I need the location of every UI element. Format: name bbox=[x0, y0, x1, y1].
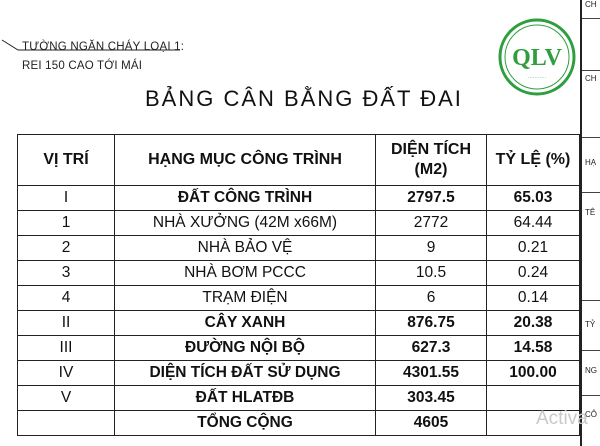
activation-watermark: Activa bbox=[536, 408, 588, 429]
cell-position: 4 bbox=[18, 286, 115, 311]
cell-position: IV bbox=[18, 361, 115, 386]
cell-position: II bbox=[18, 311, 115, 336]
cell-ratio: 20.38 bbox=[487, 311, 580, 336]
table-row bbox=[18, 236, 580, 261]
cell-area: 2797.5 bbox=[376, 186, 487, 211]
page-title: BẢNG CÂN BẰNG ĐẤT ĐAI bbox=[145, 86, 463, 111]
cell-item: DIỆN TÍCH ĐẤT SỬ DỤNG bbox=[115, 361, 376, 386]
cell-area: 9 bbox=[376, 236, 487, 261]
table-row bbox=[18, 311, 580, 336]
firewall-note-line2: REI 150 CAO TỚI MÁI bbox=[22, 60, 143, 72]
cell-item: ĐẤT CÔNG TRÌNH bbox=[115, 186, 376, 211]
header-item: HẠNG MỤC CÔNG TRÌNH bbox=[115, 135, 376, 186]
cell-item: TRẠM ĐIỆN bbox=[115, 286, 376, 311]
svg-text:···········: ··········· bbox=[527, 75, 547, 81]
cell-area: 876.75 bbox=[376, 311, 487, 336]
table-row bbox=[18, 186, 580, 211]
cell-item: NHÀ BƠM PCCC bbox=[115, 261, 376, 286]
side-label: TÊ bbox=[585, 208, 596, 217]
side-label: HẠ bbox=[585, 158, 597, 167]
cell-ratio: 0.21 bbox=[487, 236, 580, 261]
cell-item: NHÀ XƯỞNG (42M x66M) bbox=[115, 211, 376, 236]
firewall-note-line1: TƯỜNG NGĂN CHÁY LOẠI 1: bbox=[22, 41, 185, 53]
cell-position bbox=[18, 411, 115, 436]
table-row bbox=[18, 211, 580, 236]
svg-text:QLV: QLV bbox=[512, 45, 562, 71]
title-block-strip bbox=[580, 0, 600, 446]
cell-position: 3 bbox=[18, 261, 115, 286]
cell-item: ĐẤT HLATĐB bbox=[115, 386, 376, 411]
cell-item: TỔNG CỘNG bbox=[115, 411, 376, 436]
side-label: CÔ bbox=[585, 410, 597, 419]
cell-ratio: 65.03 bbox=[487, 186, 580, 211]
table-row bbox=[18, 386, 580, 411]
table-row bbox=[18, 336, 580, 361]
header-position: VỊ TRÍ bbox=[18, 135, 115, 186]
cell-position: V bbox=[18, 386, 115, 411]
cell-area: 10.5 bbox=[376, 261, 487, 286]
table-row bbox=[18, 261, 580, 286]
side-label: CH bbox=[585, 74, 597, 83]
side-label: TỶ bbox=[585, 320, 596, 329]
cell-ratio: 0.24 bbox=[487, 261, 580, 286]
side-label: NG bbox=[585, 366, 597, 375]
cell-position: I bbox=[18, 186, 115, 211]
header-area: DIỆN TÍCH (M2) bbox=[376, 135, 487, 186]
side-label: CH bbox=[585, 0, 597, 9]
cell-ratio: 100.00 bbox=[487, 361, 580, 386]
table-row bbox=[18, 361, 580, 386]
cell-ratio: 14.58 bbox=[487, 336, 580, 361]
cell-area: 2772 bbox=[376, 211, 487, 236]
land-balance-table bbox=[17, 134, 580, 436]
cell-position: III bbox=[18, 336, 115, 361]
cell-area: 4605 bbox=[376, 411, 487, 436]
cell-area: 303.45 bbox=[376, 386, 487, 411]
header-ratio: TỶ LỆ (%) bbox=[487, 135, 580, 186]
table-header-row bbox=[18, 135, 580, 186]
qlv-logo bbox=[497, 17, 577, 97]
cell-position: 2 bbox=[18, 236, 115, 261]
table-row bbox=[18, 411, 580, 436]
cell-area: 4301.55 bbox=[376, 361, 487, 386]
table-row bbox=[18, 286, 580, 311]
cell-item: NHÀ BẢO VỆ bbox=[115, 236, 376, 261]
cell-area: 6 bbox=[376, 286, 487, 311]
cell-position: 1 bbox=[18, 211, 115, 236]
cell-ratio: 0.14 bbox=[487, 286, 580, 311]
cell-area: 627.3 bbox=[376, 336, 487, 361]
cell-ratio: 64.44 bbox=[487, 211, 580, 236]
cell-item: ĐƯỜNG NỘI BỘ bbox=[115, 336, 376, 361]
cell-ratio bbox=[487, 386, 580, 411]
cell-item: CÂY XANH bbox=[115, 311, 376, 336]
